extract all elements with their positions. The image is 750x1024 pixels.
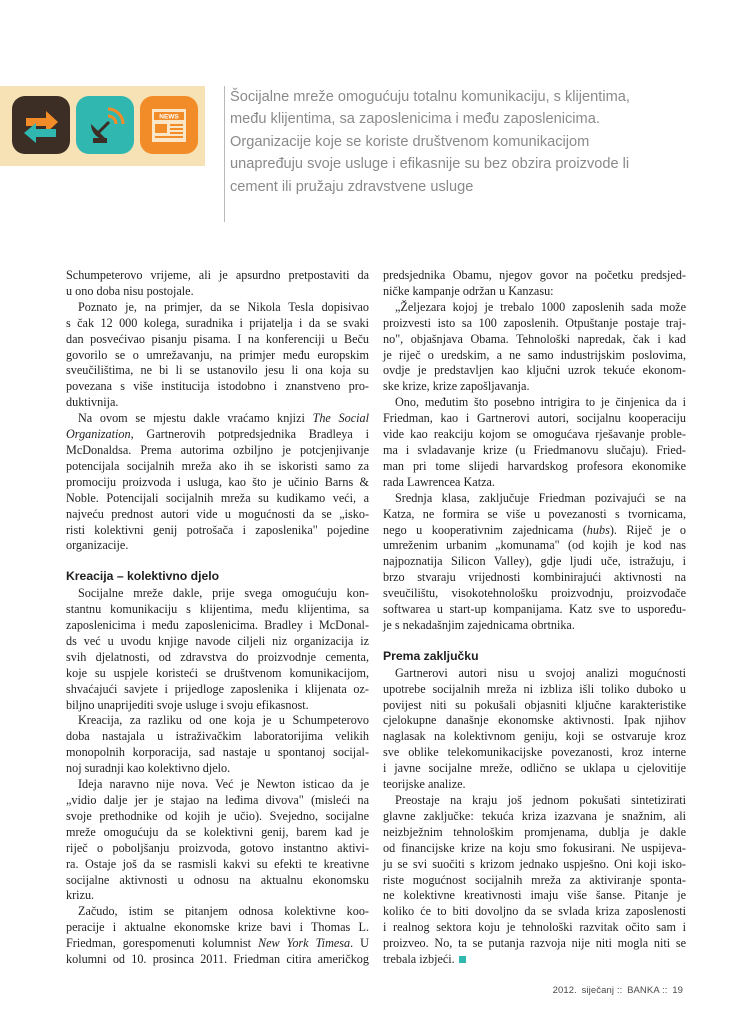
text-line: rada Lawrencea Katza. [383,474,495,489]
text-line: koliko će to biti dovoljno da se svlada kriza zaposlenosti [383,904,686,919]
text-run: trebala izbjeći. [383,952,455,967]
book-title: The Social [312,411,369,426]
text-line: sveučilištima, ne bi li se ustanovilo jesu li ona koja su [66,363,369,378]
text-run: Na ovom se mjestu dakle vraćamo knjizi [78,411,313,426]
text-line: promociju proizvoda i usluga, kao što je učinio Barns & [66,474,369,489]
text-run: , Gartnerovih potpredsjednika Bradleya i [130,427,369,442]
footer-magazine: BANKA :: [627,985,668,996]
text-line: govorilo se o umrežavanju, na primjer među europskim [66,347,369,362]
text-line: koje su uspjele koristeći se društvenom komunikacijom, [66,665,369,680]
text-line: Katza, ne formira se više u povezanosti s tvornicama, [383,506,686,521]
right-column [383,268,686,968]
footer-month: siječanj :: [581,985,623,996]
text-line: Srednja klasa, zaključuje Friedman pozivajući se na [395,490,686,505]
text-run: ). Riječ je o [609,522,686,537]
text-line: umreženim urbanim „komunama" (od kojih je kod nas [383,538,686,553]
pull-quote-line: Šocijalne mreže omogućuju totalnu komunikaciju, s klijentima, [230,89,630,105]
text-run: Friedman, gorespomenuti kolumnist [66,936,258,951]
page-footer [551,985,683,996]
pull-quote-line: cement ili pružaju zdravstvene usluge [230,178,474,195]
text-line: povezana s više institucija istodobno i znanstveno pro- [66,379,369,394]
text-line: stantnu komunikaciju s klijentima, među klijentima, sa [66,602,369,617]
left-column [66,268,369,968]
text-line: upotrebe socijalnih mreža ni izbliza išli toliko duboko u [383,681,686,696]
term-italic: hubs [586,522,610,537]
text-line: neizbježnim tehnološkim promjenama, dublja je dakle [383,824,686,839]
exchange-arrows-icon [12,96,70,154]
text-line: ovdje je predstavljen kao ključni uzrok tekuće ekonom- [383,363,686,378]
text-line: glavne zaključke: tekuća kriza izazvana je snažnim, ali [383,808,686,823]
text-line [66,411,369,427]
text-line: u ono doba nisu postojale. [66,283,194,298]
text-line: najveću prednost autori vide u mogućnosti da se „isko- [66,506,369,521]
text-line: povijest niti su pokušali objasniti ključne karakteristike [383,697,686,712]
text-line: najpoznatija Silicon Valley), gdje ljudi uče, istražuju, i [383,554,686,569]
text-line: shvaćajući savjete i prijedloge zaposlenika i klijenata oz- [66,681,369,696]
book-title: Organization [66,427,131,442]
text-line: organizacije. [66,538,129,553]
text-line: sveučilištu, visokotehnološku proizvodnju, proizvođače [383,586,686,601]
text-line: mreže omogućuju da se kolektivni genij, barem kad je [66,824,369,839]
text-line: od financijske krize na koju smo fokusirani. Ne uspijeva- [383,840,686,855]
text-line: riječ o poboljšanju proizvoda, gotovo instantno aktivi- [66,840,369,855]
section-heading: Prema zaključku [383,648,479,663]
text-line: man pri tome slijedi harvardskog profesora ekonomike [383,458,686,473]
text-line: zaposlenicima i među zaposlenicima. Bradley i McDonal- [66,618,369,633]
footer-year: 2012. [552,985,577,996]
text-line: softwarea u start-up kompanijama. Katz sve to uspoređu- [383,602,686,617]
text-line: potencijala socijalnih mreža ako ih se iskoristi samo za [66,458,369,473]
pull-quote-line: unapređuju svoje usluge i efikasnije su bez obzira proizvode li [230,156,630,173]
spacer [383,634,686,649]
text-line: no", objašnjava Obama. Tehnološki napredak, čak i kad [383,331,686,346]
text-line: Ono, međutim što posebno intrigira to je činjenica da i [395,395,686,410]
text-line: Schumpeterovo vrijeme, ali je apsurdno pretpostaviti da [66,268,369,282]
text-line: ma i svladavanje krize (u Friedmanovu slučaju). Fried- [383,442,686,457]
text-line: doba nastajala u istraživačkim laboratorijima velikih [66,729,369,744]
text-line: biljno unaprijediti svoje usluge i svoju efikasnost. [66,697,309,712]
text-line: ske krize, krize zapošljavanja. [383,379,530,394]
text-line: proizveo. No, ta se putanja razvoja nije niti mogla niti se [383,936,686,951]
text-line: Socijalne mreže dakle, prije svega omogućuju kon- [78,586,369,601]
text-line: svih djelatnosti, od zdravstva do proizvodnje cementa, [66,649,369,664]
news-label: NEWS [159,113,179,121]
text-line: je s nekadašnjim zajednicama obrtnika. [383,617,575,632]
text-line: Začudo, istim se pitanjem odnosa kolektivne koo- [78,904,369,919]
newspaper-icon [140,96,198,154]
text-line: i javne socijalne mreže, odlično se uklapa u cjelovitije [383,761,686,776]
text-line: krizu. [66,888,95,903]
text-line: McDonaldsa. Prema autorima ozbiljno je potcjenjivanje [66,442,369,457]
text-line: ne kolektivne kreativnosti imaju više šanse. Pitanje je [383,888,686,903]
text-line: monopolnih korporacija, sad nastaje u spontanoj socijal- [66,745,369,760]
page-number: 19 [672,985,683,996]
text-line: naglasak na kolektivnom geniju, koji se ostvaruje kroz [383,729,686,744]
text-line: ničke kampanje održan u Kanzasu: [383,283,554,298]
text-line: ju se svi suočiti s krizom jednako uspješno. Oni koji isko- [383,856,686,871]
text-line: risti kolektivni genij potrošača i zaposlenika" pojedine [66,522,369,537]
text-line: noj suradnji kao kolektivno djelo. [66,761,231,776]
text-line: socijalne aktivnosti u odnosu na aktualnu ekonomsku [66,872,369,887]
text-line [66,936,369,952]
text-line: Gartnerovi autori nisu u svojoj analizi mogućnosti [395,665,686,680]
text-line: Friedman, kao i Gartnerovi autori, socijalnu kooperaciju [383,411,686,426]
text-line: je riječ o uredskim, a ne samo industrijskim poslovima, [383,347,686,362]
newspaper-title: New York Timesa [257,936,351,951]
text-line: ds već u uvodu knjige navode ciljeli niz organizacija iz [66,633,369,648]
text-line: vide kao reakciju kojom se omogućava rješavanje proble- [383,427,686,442]
text-line: Ideja naravno nije nova. Već je Newton isticao da je [78,777,369,792]
text-line [383,952,686,968]
text-line: kolumni od 10. prosinca 2011. Friedman citira američkog [66,952,369,967]
pull-quote [230,86,630,198]
pull-quote-line: Organizacije koje se koriste društvenom komunikacijom [230,133,590,150]
text-line: Kreacija, za razliku od one koja je u Schumpeterovo [78,713,369,728]
text-line: peracije i aktualne ekonomske krize bavi i Thomas L. [66,920,369,935]
text-line [66,427,369,443]
text-line: brzo stvaraju vrijednosti kombinirajući aktivnosti na [383,570,686,585]
text-line: svoje prethodnike od kojih je učio). Svejedno, socijalne [66,808,369,823]
text-line: teorijske analize. [383,777,466,792]
text-line: proizvesti isto sa 100 zaposlenih. Otpuštanje postaje traj- [383,315,686,330]
text-line: i realnog sektora koju je tehnološki razvitak očito sam i [383,920,686,935]
text-line: Poznato je, na primjer, da se Nikola Tesla dopisivao [78,299,369,314]
text-line: s čak 12 000 kolega, suradnika i prijatelja i da se svaki [66,315,369,330]
pull-quote-rule [224,86,225,222]
satellite-dish-icon [76,96,134,154]
text-line: „Željezara kojoj je trebalo 1000 zaposlenih sada može [395,299,686,314]
text-line: Noble. Potencijali socijalnih mreža su kudikamo veći, a [66,490,369,505]
text-line [383,523,686,539]
text-line: Preostaje na kraju još jednom pokušati sintetizirati [395,793,686,807]
pull-quote-line: među klijentima, sa zaposlenicima i među zaposlenicima. [230,111,600,128]
text-line: „vidio dalje jer je stajao na leđima divova" (misleći na [66,793,369,807]
text-line: riste mogućnost socijalnih mreža za aktiviranje sponta- [383,872,686,887]
section-heading: Kreacija – kolektivno djelo [66,569,220,584]
text-line: sve oblike telekomunikacijske povezanosti, kroz interne [383,745,686,760]
text-run: . U [350,936,369,951]
text-line: dan posvećivao pisanju pisama. I na konferenciji u Beču [66,331,369,346]
end-of-article-square-icon [459,956,466,963]
text-line: ra. Ostaje još da se rasmisli kakvi su efekti te kreativne [66,856,369,871]
text-line: cjelokupne današnje ekonomske aktivnosti. Ipak njihov [383,713,686,728]
text-line: duktivnija. [66,395,119,410]
text-line: predsjednika Obamu, njegov govor na početku predsjed- [383,268,686,282]
text-run: nego u kooperativnim zajednicama ( [383,522,587,537]
